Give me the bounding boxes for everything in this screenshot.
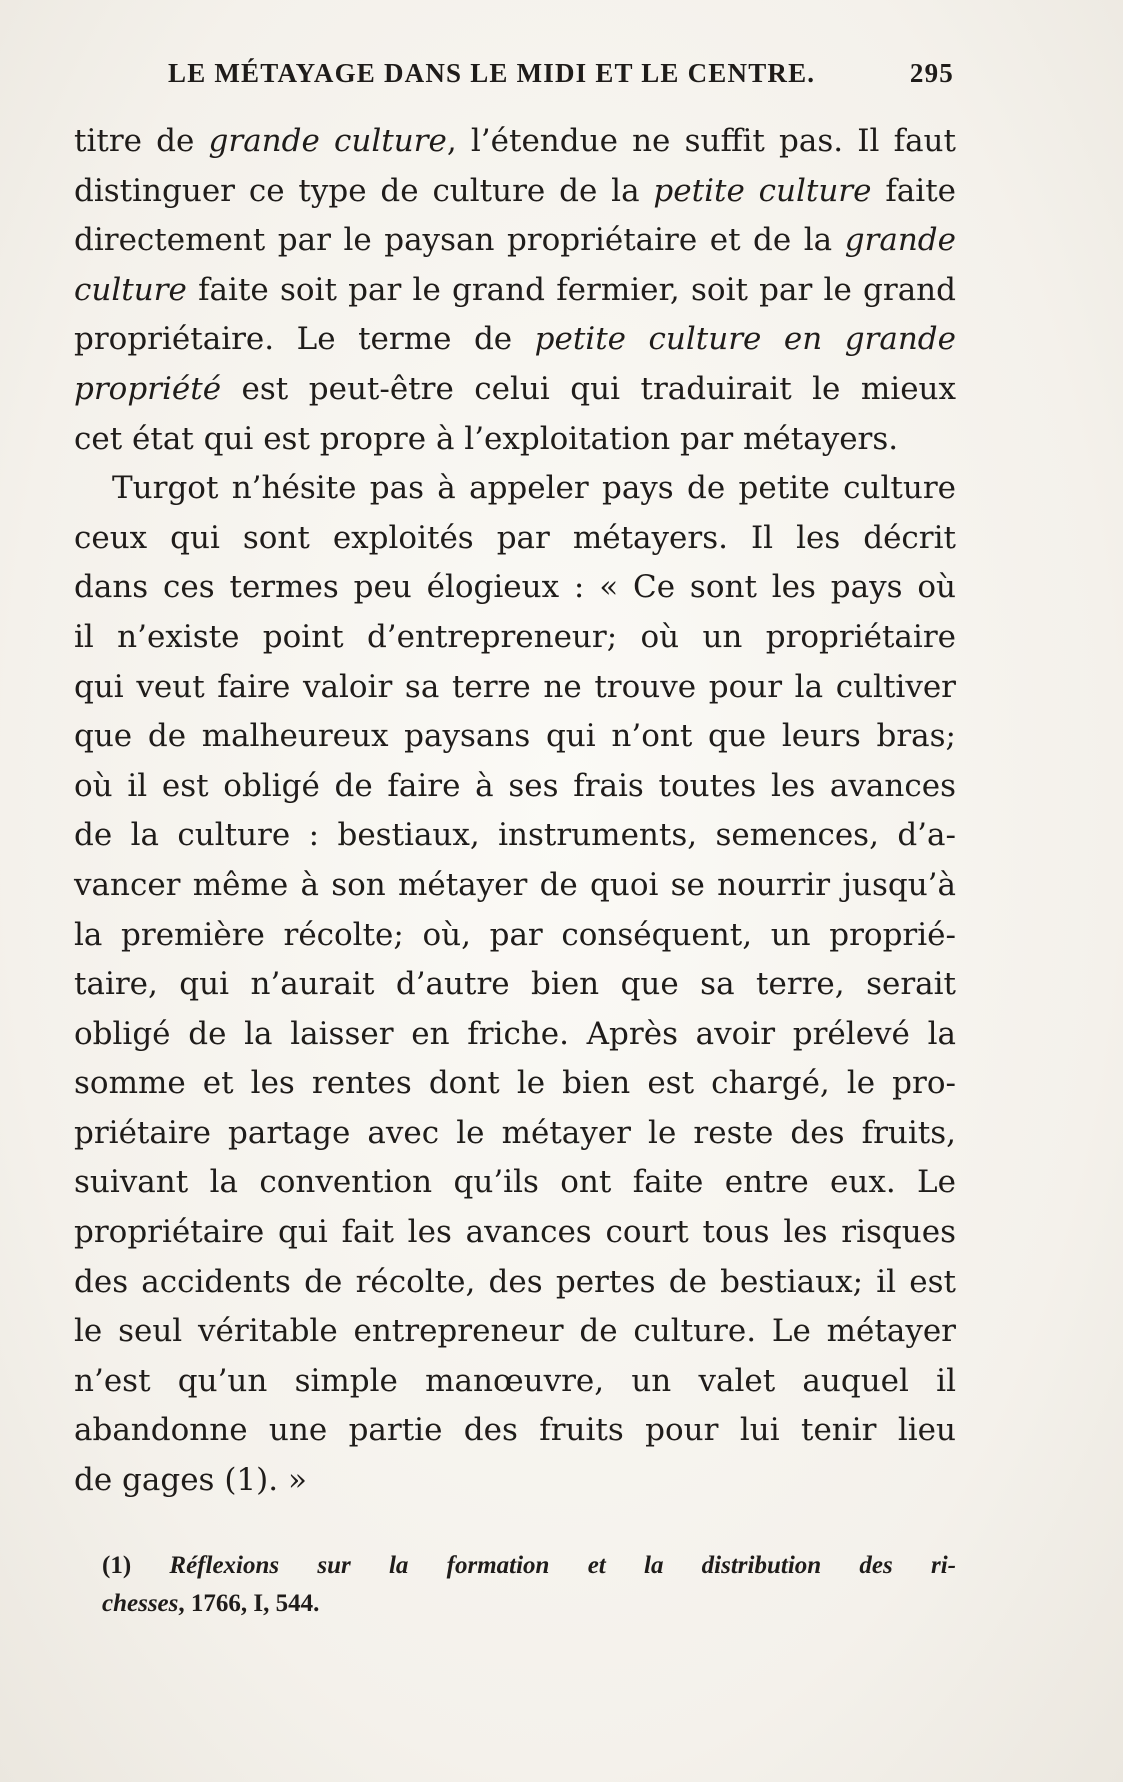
text-segment: abandonne une partie des fruits pour lui tenir lieu	[74, 1412, 956, 1449]
text-segment: suivant la convention qu’ils ont faite entre eux. Le	[74, 1164, 956, 1201]
italic-term: propriété	[74, 370, 222, 407]
text-segment: ceux qui sont exploités par métayers. Il les décrit	[74, 519, 956, 556]
text-line	[74, 1258, 956, 1308]
italic-term: petite culture en grande	[534, 321, 956, 358]
italic-term: culture	[74, 271, 187, 308]
text-line	[74, 216, 956, 266]
text-line	[74, 1010, 956, 1060]
text-line	[74, 117, 956, 167]
text-line	[74, 315, 956, 365]
page-number: 295	[909, 58, 954, 88]
footnote-marker: (1)	[102, 1552, 132, 1579]
text-line	[74, 960, 956, 1010]
text-line	[74, 365, 956, 415]
text-line	[74, 514, 956, 564]
text-segment: où il est obligé de faire à ses frais toutes les avances	[74, 767, 956, 804]
text-line	[74, 563, 956, 613]
italic-term: grande	[844, 222, 956, 259]
italic-term: grande culture	[208, 123, 447, 159]
text-segment: n’est qu’un simple manœuvre, un valet auquel il	[74, 1362, 956, 1399]
body-text	[74, 117, 956, 1506]
text-segment: vancer même à son métayer de quoi se nourrir jusqu’à	[74, 866, 956, 903]
text-segment: , l’étendue ne suffit pas. Il faut	[446, 123, 956, 159]
text-line	[74, 266, 956, 316]
text-line	[74, 861, 956, 911]
text-line	[74, 911, 956, 961]
footnote-citation: , 1766, I, 544.	[178, 1590, 320, 1617]
footnote-title-part2: chesses	[102, 1590, 179, 1617]
text-segment: qui veut faire valoir sa terre ne trouve pour la cultiver	[74, 668, 956, 705]
text-line	[74, 415, 956, 465]
text-segment: taire, qui n’aurait d’autre bien que sa terre, serait	[74, 966, 956, 1003]
text-line	[74, 1456, 956, 1506]
text-segment: que de malheureux paysans qui n’ont que leurs bras;	[74, 718, 956, 755]
running-title: LE MÉTAYAGE DANS LE MIDI ET LE CENTRE.	[168, 58, 816, 88]
text-line	[74, 1307, 956, 1357]
text-line	[74, 167, 956, 217]
footnote-line	[102, 1547, 956, 1585]
text-segment: propriétaire. Le terme de	[74, 321, 535, 358]
text-segment: il n’existe point d’entrepreneur; où un propriétaire	[74, 618, 956, 655]
text-segment: cet état qui est propre à l’exploitation par métayers.	[74, 420, 899, 457]
text-line	[74, 1208, 956, 1258]
text-segment: distinguer ce type de culture de la	[74, 172, 654, 209]
footnote	[102, 1547, 956, 1623]
running-head	[168, 58, 954, 98]
text-segment: Turgot n’hésite pas à appeler pays de petite culture	[112, 470, 956, 507]
text-segment: titre de	[74, 123, 209, 159]
text-segment: de gages (1). »	[74, 1462, 307, 1499]
text-line	[74, 1158, 956, 1208]
text-segment: le seul véritable entrepreneur de culture. Le métayer	[74, 1313, 956, 1350]
text-segment: priétaire partage avec le métayer le reste des fruits,	[74, 1114, 956, 1151]
text-segment: obligé de la laisser en friche. Après avoir prélevé la	[74, 1015, 956, 1052]
text-segment: faite	[871, 172, 956, 209]
text-line	[74, 1059, 956, 1109]
text-line	[74, 1357, 956, 1407]
text-segment: dans ces termes peu élogieux : « Ce sont les pays où	[74, 569, 956, 606]
text-segment: la première récolte; où, par conséquent, un proprié-	[74, 916, 956, 953]
italic-term: petite culture	[653, 172, 872, 209]
text-segment: des accidents de récolte, des pertes de bestiaux; il est	[74, 1263, 956, 1300]
text-line	[74, 663, 956, 713]
text-segment: est peut-être celui qui traduirait le mieux	[221, 370, 956, 407]
text-line	[74, 712, 956, 762]
text-segment: propriétaire qui fait les avances court tous les risques	[74, 1214, 956, 1251]
text-line	[74, 613, 956, 663]
text-line	[74, 1406, 956, 1456]
text-segment: somme et les rentes dont le bien est chargé, le pro-	[74, 1065, 956, 1102]
text-line	[74, 464, 956, 514]
footnote-title-part1: Réflexions sur la formation et la distribution des ri-	[169, 1552, 956, 1579]
text-line	[74, 811, 956, 861]
text-segment: de la culture : bestiaux, instruments, semences, d’a-	[74, 817, 956, 854]
text-line	[74, 762, 956, 812]
footnote-line	[102, 1585, 956, 1623]
text-segment: directement par le paysan propriétaire et de la	[74, 222, 845, 259]
text-segment: faite soit par le grand fermier, soit par le grand	[186, 271, 956, 308]
text-line	[74, 1109, 956, 1159]
